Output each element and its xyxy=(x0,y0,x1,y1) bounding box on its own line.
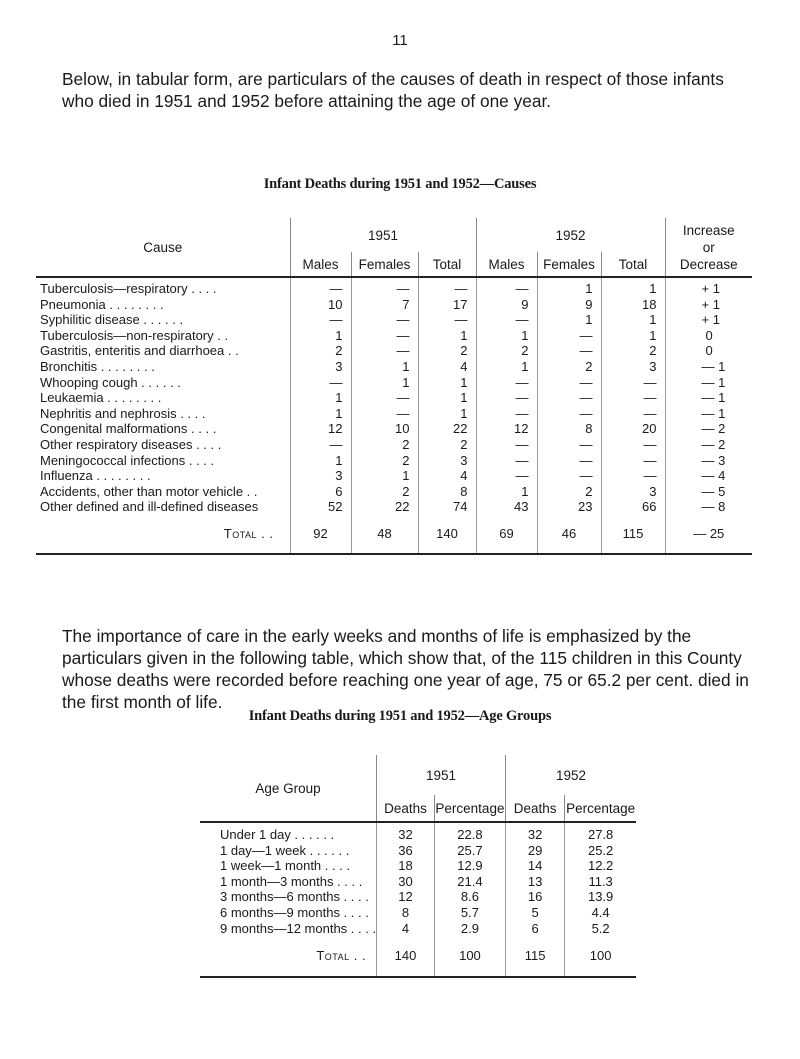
age-group-name: 3 months—6 months . . . . xyxy=(220,889,369,905)
cell: 1 xyxy=(351,359,418,375)
cell: — xyxy=(290,312,351,328)
cell: 52 xyxy=(290,499,351,515)
cell: — xyxy=(351,390,418,406)
cell: 3 xyxy=(290,359,351,375)
cause-name: Other defined and ill-defined diseases xyxy=(40,499,259,515)
age-group-header: Age Group xyxy=(200,755,377,822)
cell: — xyxy=(601,453,665,469)
females-1951-header: Females xyxy=(351,252,418,277)
cell: 8.6 xyxy=(434,889,505,905)
cell: — xyxy=(537,343,601,359)
cell: 18 xyxy=(377,858,435,874)
cell: — xyxy=(476,277,537,297)
cell: 3 xyxy=(601,484,665,500)
cell: 9 xyxy=(476,297,537,313)
cell: 32 xyxy=(505,822,564,843)
age-group-name: 1 day—1 week . . . . . . xyxy=(220,842,350,858)
cell: 3 xyxy=(290,468,351,484)
cell: 27.8 xyxy=(565,822,636,843)
table-row xyxy=(36,468,752,484)
cell: 7 xyxy=(351,297,418,313)
age-group-name: Under 1 day . . . . . . xyxy=(220,827,335,842)
cell: 2 xyxy=(351,484,418,500)
cell: 74 xyxy=(418,499,476,515)
age-intro-paragraph: The importance of care in the early weeks and months of life is emphasized by the particulars given in the following table, which show that, of the 115 children in this County whose deaths were recorded before reaching one year of age, 75 or 65.2 per cent. died in the first month of life. xyxy=(62,626,749,712)
cell: 20 xyxy=(601,421,665,437)
cell: 1 xyxy=(290,406,351,422)
change-cell: — 25 xyxy=(665,515,752,554)
cell: 18 xyxy=(601,297,665,313)
cause-name: Gastritis, enteritis and diarrhoea . . xyxy=(40,343,239,359)
cell: 46 xyxy=(537,515,601,554)
cell: — xyxy=(476,312,537,328)
cell: — xyxy=(351,406,418,422)
table-row xyxy=(36,297,752,313)
cell: 1 xyxy=(476,484,537,500)
cell: — xyxy=(537,437,601,453)
table-row xyxy=(36,453,752,469)
cell: — xyxy=(601,468,665,484)
cell: 13.9 xyxy=(565,889,636,905)
cell: 2 xyxy=(351,453,418,469)
cell: 2 xyxy=(537,484,601,500)
cell: 43 xyxy=(476,499,537,515)
cell: 14 xyxy=(505,858,564,874)
change-cell: — 1 xyxy=(665,375,752,391)
cause-name: Whooping cough . . . . . . xyxy=(40,374,181,390)
cell: 4 xyxy=(377,921,435,937)
change-cell: + 1 xyxy=(665,312,752,328)
age-group-name: 9 months—12 months . . . . xyxy=(220,920,377,936)
cell: 140 xyxy=(377,936,435,977)
cell: — xyxy=(537,406,601,422)
cell: 1 xyxy=(290,453,351,469)
cell: 1 xyxy=(476,359,537,375)
cause-name: Leukaemia . . . . . . . . xyxy=(40,390,162,406)
cell: 1 xyxy=(418,375,476,391)
cell: — xyxy=(351,312,418,328)
table-row xyxy=(36,390,752,406)
cell: — xyxy=(476,453,537,469)
deaths-1951-header: Deaths xyxy=(377,795,435,822)
cell: 100 xyxy=(565,936,636,977)
cell: 1 xyxy=(601,328,665,344)
year-1951-header: 1951 xyxy=(290,218,476,252)
total-label: Total . . xyxy=(200,936,377,977)
cell: — xyxy=(290,375,351,391)
cell: — xyxy=(351,328,418,344)
cell: 115 xyxy=(505,936,564,977)
cell: 1 xyxy=(476,328,537,344)
cause-name: Other respiratory diseases . . . . xyxy=(40,436,222,452)
table-row xyxy=(36,406,752,422)
cell: — xyxy=(476,406,537,422)
cell: 25.7 xyxy=(434,843,505,859)
cell: 23 xyxy=(537,499,601,515)
table-row xyxy=(36,375,752,391)
cell: 1 xyxy=(418,406,476,422)
cell: — xyxy=(537,375,601,391)
cell: 66 xyxy=(601,499,665,515)
cause-name: Tuberculosis—non-respiratory . . xyxy=(40,327,229,343)
cell: — xyxy=(351,343,418,359)
age-group-name: 1 week—1 month . . . . xyxy=(220,858,351,874)
males-1951-header: Males xyxy=(290,252,351,277)
deaths-1952-header: Deaths xyxy=(505,795,564,822)
cell: 1 xyxy=(290,390,351,406)
cell: — xyxy=(476,468,537,484)
cell: 6 xyxy=(290,484,351,500)
cell: 2.9 xyxy=(434,921,505,937)
cell: — xyxy=(537,328,601,344)
change-cell: — 8 xyxy=(665,499,752,515)
cell: — xyxy=(351,277,418,297)
change-cell: — 1 xyxy=(665,390,752,406)
change-header-line-1: Increase xyxy=(682,222,735,238)
cause-name: Syphilitic disease . . . . . . xyxy=(40,312,184,328)
females-1952-header: Females xyxy=(537,252,601,277)
cell: 1 xyxy=(537,277,601,297)
table-row xyxy=(36,277,752,297)
cell: 4 xyxy=(418,468,476,484)
cell: 10 xyxy=(351,421,418,437)
total-1951-header: Total xyxy=(418,252,476,277)
cell: 36 xyxy=(377,843,435,859)
cell: 29 xyxy=(505,843,564,859)
cell: 8 xyxy=(377,905,435,921)
cause-name: Pneumonia . . . . . . . . xyxy=(40,296,164,312)
cell: 1 xyxy=(351,468,418,484)
cell: 2 xyxy=(476,343,537,359)
cell: 9 xyxy=(537,297,601,313)
table-row xyxy=(36,343,752,359)
cell: 2 xyxy=(351,437,418,453)
table-row xyxy=(200,822,636,843)
cause-name: Meningococcal infections . . . . xyxy=(40,452,215,468)
cell: 12.9 xyxy=(434,858,505,874)
cause-header: Cause xyxy=(36,218,290,277)
cell: 2 xyxy=(537,359,601,375)
cell: 30 xyxy=(377,874,435,890)
cell: 12 xyxy=(377,889,435,905)
table-row xyxy=(200,843,636,859)
total-label: Total . . xyxy=(36,515,290,554)
table-row xyxy=(200,889,636,905)
cause-name: Tuberculosis—respiratory . . . . xyxy=(40,281,217,296)
total-1952-header: Total xyxy=(601,252,665,277)
cell: 1 xyxy=(601,277,665,297)
cell: 5 xyxy=(505,905,564,921)
year-1952-header: 1952 xyxy=(505,755,636,795)
cause-name: Bronchitis . . . . . . . . xyxy=(40,358,155,374)
cell: 22 xyxy=(418,421,476,437)
cell: 92 xyxy=(290,515,351,554)
cell: — xyxy=(537,453,601,469)
year-1952-header: 1952 xyxy=(476,218,665,252)
change-cell: 0 xyxy=(665,343,752,359)
cell: 21.4 xyxy=(434,874,505,890)
cell: 2 xyxy=(418,343,476,359)
cell: 1 xyxy=(418,390,476,406)
cell: 25.2 xyxy=(565,843,636,859)
table-row xyxy=(36,359,752,375)
table-row xyxy=(36,312,752,328)
cell: 5.2 xyxy=(565,921,636,937)
change-cell: — 1 xyxy=(665,406,752,422)
cell: 8 xyxy=(537,421,601,437)
cell: 115 xyxy=(601,515,665,554)
change-cell: + 1 xyxy=(665,277,752,297)
total-row xyxy=(200,936,636,977)
cell: 16 xyxy=(505,889,564,905)
cause-name: Nephritis and nephrosis . . . . xyxy=(40,405,206,421)
change-cell: 0 xyxy=(665,328,752,344)
causes-table-title: Infant Deaths during 1951 and 1952—Causes xyxy=(263,176,537,192)
cell: — xyxy=(601,390,665,406)
year-1951-header: 1951 xyxy=(377,755,506,795)
change-cell: — 4 xyxy=(665,468,752,484)
cell: 12.2 xyxy=(565,858,636,874)
age-table-title: Infant Deaths during 1951 and 1952—Age Groups xyxy=(248,708,552,724)
cell: 48 xyxy=(351,515,418,554)
change-cell: — 2 xyxy=(665,421,752,437)
table-row xyxy=(200,874,636,890)
page-number: 11 xyxy=(392,32,408,49)
table-row xyxy=(36,499,752,515)
cell: 3 xyxy=(418,453,476,469)
cell: 1 xyxy=(537,312,601,328)
cell: — xyxy=(601,375,665,391)
cell: 32 xyxy=(377,822,435,843)
table-row xyxy=(36,437,752,453)
change-cell: — 3 xyxy=(665,453,752,469)
cell: 4 xyxy=(418,359,476,375)
cell: — xyxy=(290,437,351,453)
cell: 2 xyxy=(290,343,351,359)
cell: 5.7 xyxy=(434,905,505,921)
cell: 2 xyxy=(418,437,476,453)
cell: 1 xyxy=(351,375,418,391)
cell: — xyxy=(290,277,351,297)
cell: — xyxy=(601,406,665,422)
cell: — xyxy=(418,312,476,328)
cell: 140 xyxy=(418,515,476,554)
cell: 69 xyxy=(476,515,537,554)
total-row xyxy=(36,515,752,554)
cell: 4.4 xyxy=(565,905,636,921)
table-row xyxy=(36,328,752,344)
age-table xyxy=(200,755,636,978)
cell: 22 xyxy=(351,499,418,515)
cell: — xyxy=(537,390,601,406)
table-row xyxy=(200,921,636,937)
percentage-1951-header: Percentage xyxy=(434,795,505,822)
age-group-name: 1 month—3 months . . . . xyxy=(220,873,363,889)
cause-name: Congenital malformations . . . . xyxy=(40,421,217,437)
cause-name: Influenza . . . . . . . . xyxy=(40,468,151,484)
cell: 3 xyxy=(601,359,665,375)
cell: 1 xyxy=(290,328,351,344)
cell: 12 xyxy=(290,421,351,437)
cell: 22.8 xyxy=(434,822,505,843)
cell: 100 xyxy=(434,936,505,977)
males-1952-header: Males xyxy=(476,252,537,277)
change-cell: — 1 xyxy=(665,359,752,375)
cell: 13 xyxy=(505,874,564,890)
change-header-line-2: or xyxy=(702,239,715,255)
cell: — xyxy=(476,390,537,406)
cell: 6 xyxy=(505,921,564,937)
table-row xyxy=(36,421,752,437)
cell: — xyxy=(476,437,537,453)
cell: 17 xyxy=(418,297,476,313)
table-row xyxy=(36,484,752,500)
causes-table xyxy=(36,218,752,555)
intro-paragraph: Below, in tabular form, are particulars of the causes of death in respect of those infants who died in 1951 and 1952 before attaining the age of one year. xyxy=(62,69,724,111)
percentage-1952-header: Percentage xyxy=(565,795,636,822)
cell: 10 xyxy=(290,297,351,313)
age-group-name: 6 months—9 months . . . . xyxy=(220,904,369,920)
change-cell: — 5 xyxy=(665,484,752,500)
table-row xyxy=(200,905,636,921)
table-row xyxy=(200,858,636,874)
cell: 8 xyxy=(418,484,476,500)
change-header xyxy=(665,218,752,277)
change-cell: — 2 xyxy=(665,437,752,453)
cell: 1 xyxy=(418,328,476,344)
cell: 2 xyxy=(601,343,665,359)
cell: 1 xyxy=(601,312,665,328)
cell: — xyxy=(537,468,601,484)
change-cell: + 1 xyxy=(665,297,752,313)
cell: 11.3 xyxy=(565,874,636,890)
cell: 12 xyxy=(476,421,537,437)
cell: — xyxy=(601,437,665,453)
cause-name: Accidents, other than motor vehicle . . xyxy=(40,483,258,499)
cell: — xyxy=(476,375,537,391)
cell: — xyxy=(418,277,476,297)
change-header-line-3: Decrease xyxy=(679,256,738,272)
